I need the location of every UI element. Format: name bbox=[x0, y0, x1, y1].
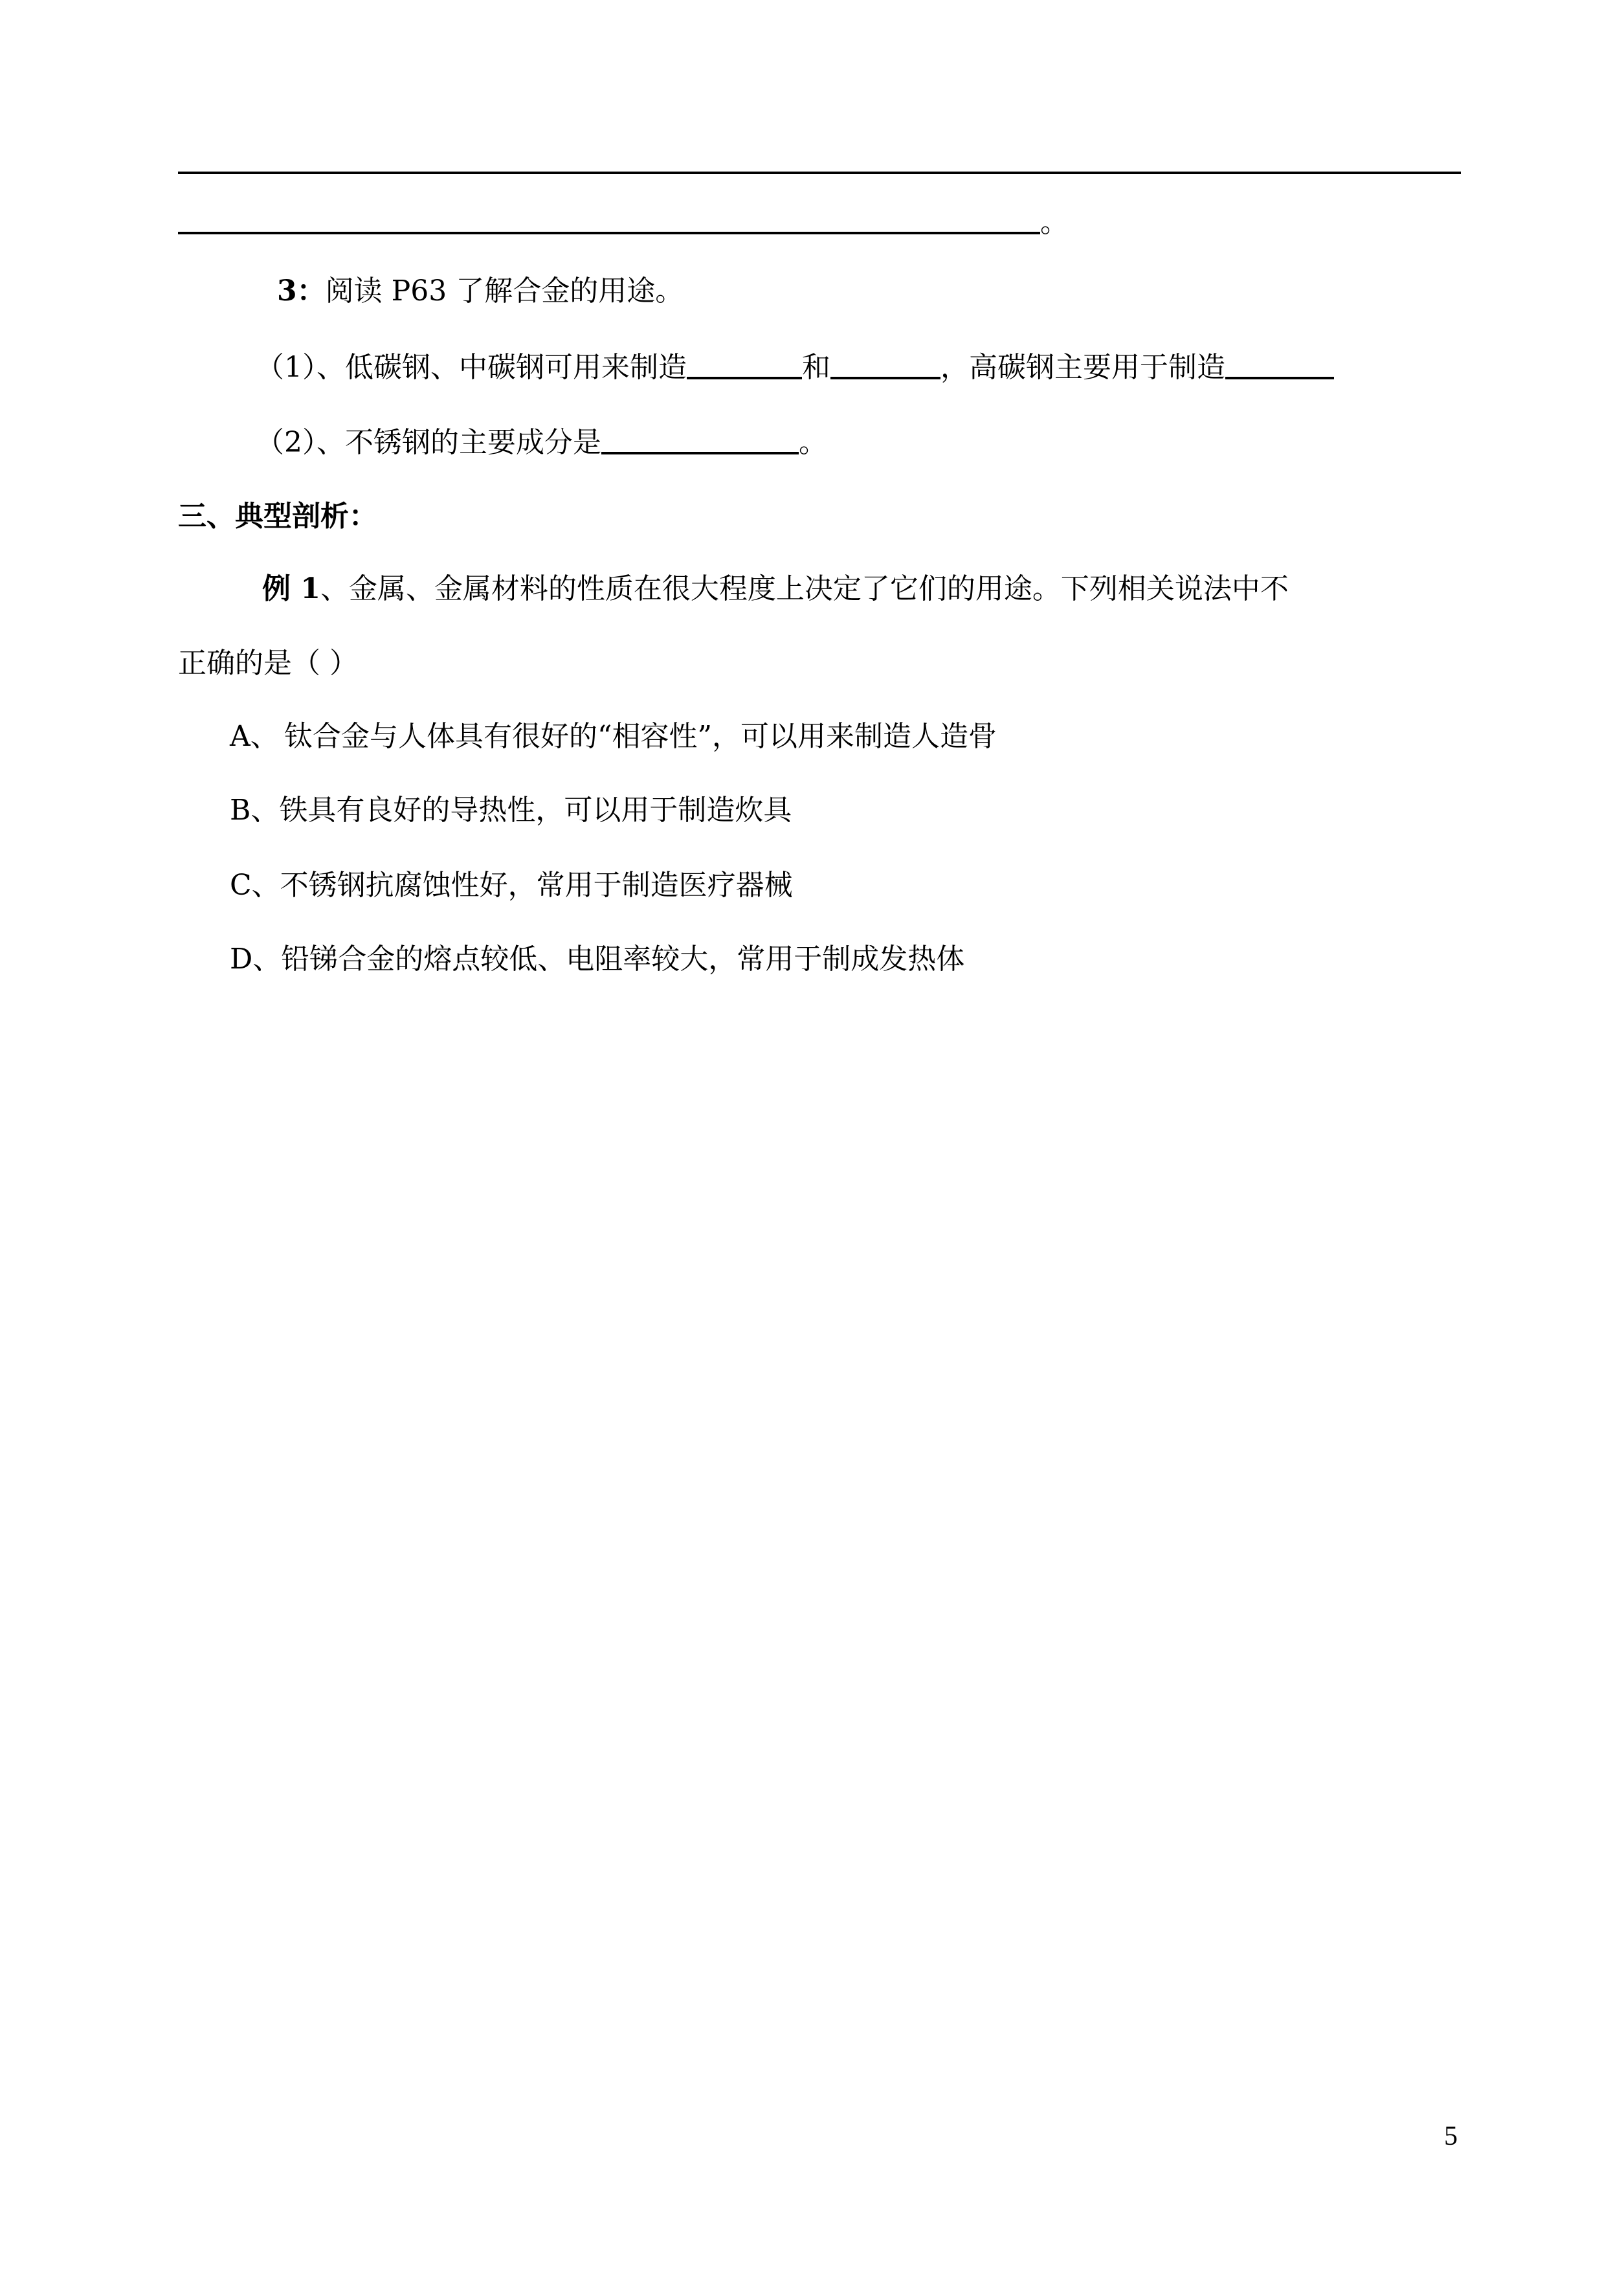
question-2-suffix: 。 bbox=[799, 426, 827, 459]
question-2 bbox=[256, 422, 827, 462]
option-text: 铅锑合金的熔点较低、电阻率较大，常用于制成发热体 bbox=[281, 943, 965, 976]
option-letter: C、 bbox=[230, 869, 280, 902]
question-1-prefix: （1）、低碳钢、中碳钢可用来制造 bbox=[256, 351, 687, 384]
item-3 bbox=[277, 272, 684, 311]
option-d bbox=[230, 940, 964, 979]
answer-blank bbox=[178, 202, 1040, 234]
question-1-join: 和 bbox=[802, 351, 830, 384]
option-letter: D、 bbox=[230, 943, 282, 976]
option-letter: A、 bbox=[230, 720, 279, 753]
section-heading-text: 三、典型剖析： bbox=[178, 500, 377, 533]
page-number: 5 bbox=[1444, 2121, 1458, 2151]
example-1-line-1 bbox=[262, 570, 1289, 609]
question-1-blank-a bbox=[687, 347, 802, 379]
question-1-blank-c bbox=[1225, 347, 1334, 379]
item-3-text: 阅读 P63 了解合金的用途。 bbox=[325, 274, 684, 308]
example-1-text-2: 正确的是（ ） bbox=[178, 647, 358, 680]
question-2-prefix: （2）、不锈钢的主要成分是 bbox=[256, 426, 601, 459]
option-letter: B、 bbox=[230, 794, 280, 827]
question-1 bbox=[256, 347, 1334, 387]
option-text: 不锈钢抗腐蚀性好，常用于制造医疗器械 bbox=[280, 869, 793, 902]
item-3-number: 3： bbox=[277, 274, 326, 308]
option-c bbox=[230, 866, 793, 905]
example-1-line-2 bbox=[178, 644, 358, 683]
fill-end-mark: 。 bbox=[1040, 206, 1069, 239]
question-1-middle: ，高碳钢主要用于制造 bbox=[940, 351, 1225, 384]
option-text: 钛合金与人体具有很好的“相容性”，可以用来制造人造骨 bbox=[284, 720, 997, 753]
question-1-blank-b bbox=[830, 347, 940, 379]
option-a bbox=[230, 717, 997, 756]
answer-line-row bbox=[178, 202, 1069, 242]
option-text: 铁具有良好的导热性，可以用于制造炊具 bbox=[279, 794, 792, 827]
option-b bbox=[230, 791, 792, 830]
example-1-text-1: 、金属、金属材料的性质在很大程度上决定了它们的用途。下列相关说法中不 bbox=[320, 572, 1289, 605]
example-1-label: 例 1 bbox=[262, 572, 320, 605]
section-heading bbox=[178, 497, 377, 536]
answer-line-full bbox=[178, 172, 1461, 174]
question-2-blank bbox=[601, 422, 799, 454]
